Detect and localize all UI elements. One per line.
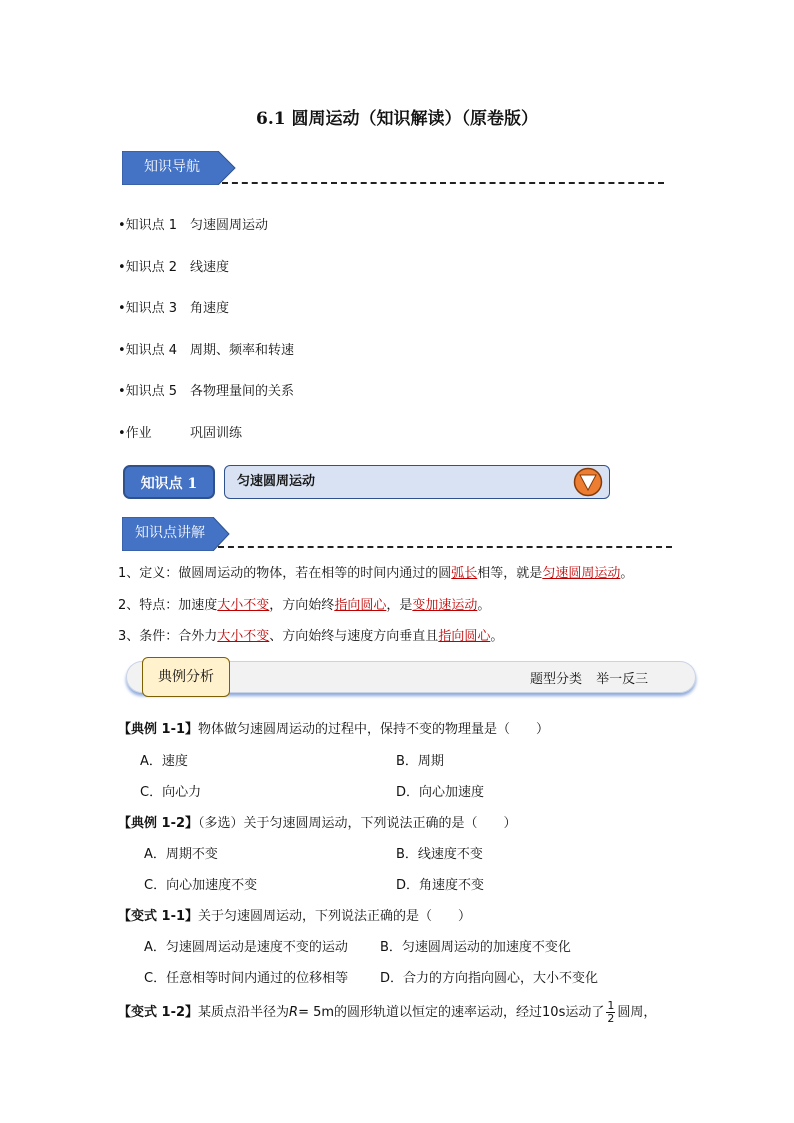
q2-option-a[interactable]: A．周期不变 bbox=[144, 847, 218, 862]
kp1-label: 匀速圆周运动 bbox=[237, 474, 316, 489]
question-2: 【典例 1-2】（多选）关于匀速圆周运动，下列说法正确的是（ ） bbox=[118, 816, 517, 831]
kp1-bar[interactable] bbox=[224, 465, 610, 499]
q3-option-c[interactable]: C．任意相等时间内通过的位移相等 bbox=[144, 971, 349, 986]
definition-paragraph: 1、定义：做圆周运动的物体，若在相等的时间内通过的圆弧长相等，就是匀速圆周运动。 bbox=[118, 566, 634, 581]
nav-item-2[interactable]: •知识点 2 线速度 bbox=[118, 260, 230, 275]
nav-item-4[interactable]: •知识点 4 周期、频率和转速 bbox=[118, 343, 295, 358]
kp1-badge: 知识点 1 bbox=[123, 465, 215, 499]
q3-option-a[interactable]: A．匀速圆周运动是速度不变的运动 bbox=[144, 940, 348, 955]
question-3: 【变式 1-1】关于匀速圆周运动，下列说法正确的是（ ） bbox=[118, 909, 472, 924]
nav-item-3[interactable]: •知识点 3 角速度 bbox=[118, 301, 230, 316]
q2-option-d[interactable]: D．角速度不变 bbox=[396, 878, 485, 893]
q1-option-d[interactable]: D．向心加速度 bbox=[396, 785, 485, 800]
q3-option-b[interactable]: B．匀速圆周运动的加速度不变化 bbox=[380, 940, 571, 955]
q1-option-a[interactable]: A．速度 bbox=[140, 754, 188, 769]
explain-banner-label: 知识点讲解 bbox=[135, 525, 205, 541]
q1-option-c[interactable]: C．向心力 bbox=[140, 785, 202, 800]
q3-option-d[interactable]: D．合力的方向指向圆心，大小不变化 bbox=[380, 971, 599, 986]
condition-paragraph: 3、条件：合外力大小不变、方向始终与速度方向垂直且指向圆心。 bbox=[118, 629, 504, 644]
expand-triangle-icon[interactable] bbox=[573, 467, 603, 497]
nav-banner bbox=[122, 151, 236, 183]
q2-option-c[interactable]: C．向心加速度不变 bbox=[144, 878, 258, 893]
q2-option-b[interactable]: B．线速度不变 bbox=[396, 847, 483, 862]
explain-banner bbox=[122, 517, 230, 549]
nav-item-homework[interactable]: •作业 巩固训练 bbox=[118, 426, 243, 441]
example-tab: 典例分析 bbox=[142, 657, 230, 697]
nav-banner-label: 知识导航 bbox=[144, 159, 200, 175]
question-1: 【典例 1-1】物体做匀速圆周运动的过程中，保持不变的物理量是（ ） bbox=[118, 722, 550, 737]
explain-divider bbox=[218, 546, 672, 548]
question-4: 【变式 1-2】某质点沿半径为R= 5m的圆形轨道以恒定的速率运动，经过10s运动了 $\frac{1}{2}$ 圆周， bbox=[118, 999, 657, 1025]
fraction-half: $\frac{1}{2}$ bbox=[607, 999, 615, 1025]
nav-item-5[interactable]: •知识点 5 各物理量间的关系 bbox=[118, 384, 295, 399]
nav-item-1[interactable]: •知识点 1 匀速圆周运动 bbox=[118, 218, 269, 233]
feature-paragraph: 2、特点：加速度大小不变，方向始终指向圆心，是变加速运动。 bbox=[118, 598, 491, 613]
example-subtitle: 题型分类 举一反三 bbox=[530, 672, 649, 687]
page-title: 6.1 圆周运动（知识解读）（原卷版） bbox=[256, 109, 538, 129]
nav-divider bbox=[222, 182, 664, 184]
q1-option-b[interactable]: B．周期 bbox=[396, 754, 444, 769]
